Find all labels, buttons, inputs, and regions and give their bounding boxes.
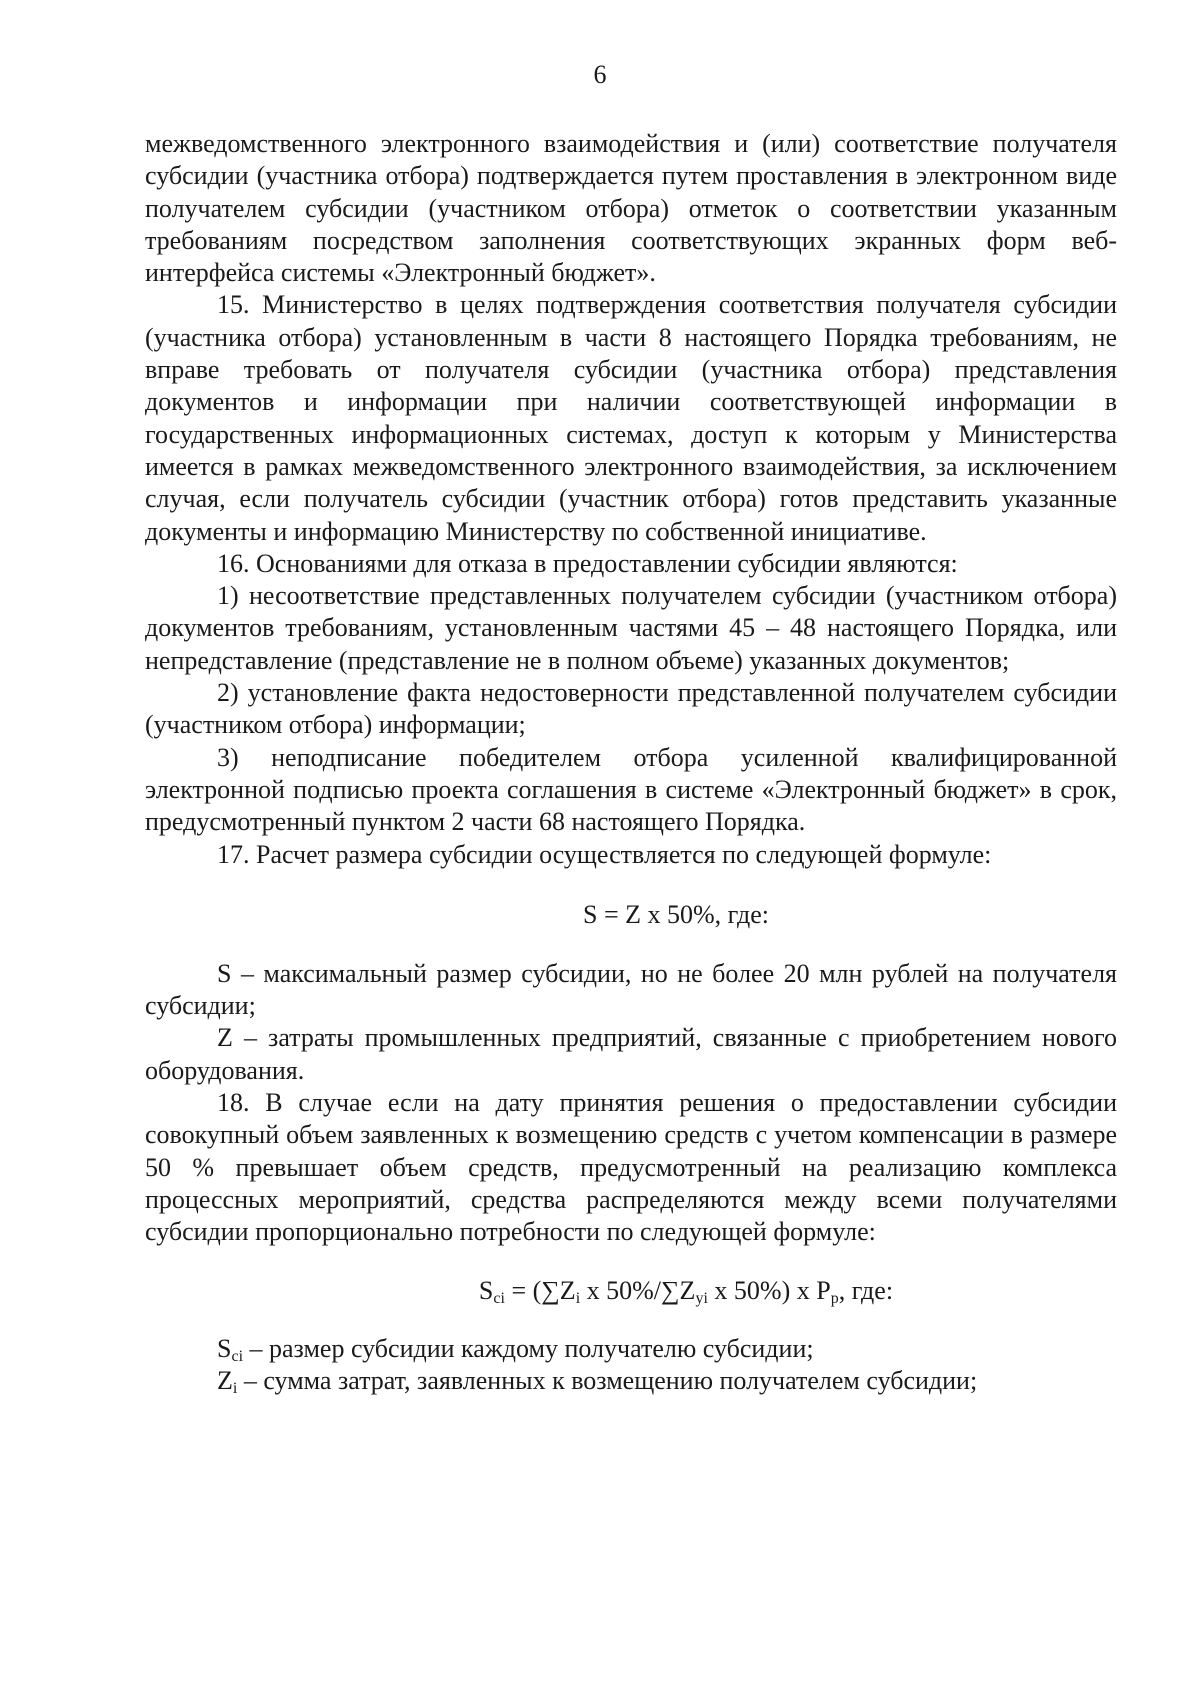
page-number: 6: [593, 60, 607, 89]
definition-sci-subscript: ci: [231, 1347, 244, 1365]
definition-zi-subscript: i: [232, 1379, 238, 1397]
definition-z: Z – затраты промышленных предприятий, связанные с приобретением нового оборудования.: [145, 1023, 1117, 1085]
formula-s-subscript: ci: [493, 1289, 505, 1307]
formula-part-1: = (∑Z: [504, 1275, 576, 1305]
formula-p-subscript: p: [830, 1289, 839, 1307]
paragraph-16-item-1: 1) несоответствие представленных получателем субсидии (участником отбора) документов требованиям, установленным частями 45 – 48 настоящего Порядка, или непредставление (представление не в полном объеме) указанных документов;: [145, 581, 1117, 675]
paragraph-16-item-3: 3) неподписание победителем отбора усиленной квалифицированной электронной подписью проекта соглашения в системе «Электронный бюджет» в срок, предусмотренный пунктом 2 части 68 настоящего Порядка.: [145, 742, 1117, 837]
definition-s: S – максимальный размер субсидии, но не более 20 млн рублей на получателя субсидии;: [145, 958, 1117, 1021]
formula-part-2: x 50%/∑Z: [580, 1275, 696, 1305]
definition-sci-text: – размер субсидии каждому получателю субсидии;: [243, 1333, 814, 1363]
paragraph-18: 18. В случае если на дату принятия решения о предоставлении субсидии совокупный объем заявленных к возмещению средств с учетом компенсации в размере 50 % превышает объем средств, предусмотренный на реализацию комплекса процессных мероприятий, средства распределяются между всеми получателями субсидии пропорционально потребности по следующей формуле:: [145, 1088, 1117, 1247]
paragraph-16: 16. Основаниями для отказа в предоставлении субсидии являются:: [217, 548, 958, 578]
paragraph-continuation: межведомственного электронного взаимодействия и (или) соответствие получателя субсидии (участника отбора) подтверждается путем проставления в электронном виде получателем субсидии (участником отбора) отметок о соответствии указанным требованиям посредством заполнения соответствующих экранных форм веб-интерфейса системы «Электронный бюджет».: [145, 129, 1117, 288]
paragraph-17: 17. Расчет размера субсидии осуществляется по следующей формуле:: [217, 839, 992, 869]
formula-part-3: x 50%) x P: [707, 1275, 831, 1305]
paragraph-15: 15. Министерство в целях подтверждения соответствия получателя субсидии (участника отбора) установленным в части 8 настоящего Порядка требованиям, не вправе требовать от получателя субсидии (участника отбора) представления документов и информации при наличии соответствующей информации в государственных информационных системах, доступ к которым у Министерства имеется в рамках межведомственного электронного взаимодействия, за исключением случая, если получатель субсидии (участник отбора) готов представить указанные документы и информацию Министерству по собственной инициативе.: [145, 290, 1117, 546]
definition-sci-symbol: S: [217, 1333, 232, 1363]
definition-zi-symbol: Z: [217, 1365, 233, 1395]
definition-sci: [145, 1333, 1117, 1365]
formula-subsidy: S = Z x 50%, где:: [582, 899, 770, 929]
formula-distribution: [145, 1275, 1117, 1307]
definition-zi: [145, 1365, 1117, 1397]
formula-z-subscript: i: [575, 1289, 581, 1307]
paragraph-16-item-2: 2) установление факта недостоверности представленной получателем субсидии (участником отбора) информации;: [145, 678, 1117, 740]
definition-zi-text: – сумма затрат, заявленных к возмещению получателем субсидии;: [237, 1365, 978, 1395]
formula-s: S: [478, 1275, 494, 1305]
formula-zy-subscript: yi: [695, 1289, 708, 1307]
document-body: [145, 128, 1117, 1397]
formula-part-4: , где:: [838, 1275, 894, 1305]
